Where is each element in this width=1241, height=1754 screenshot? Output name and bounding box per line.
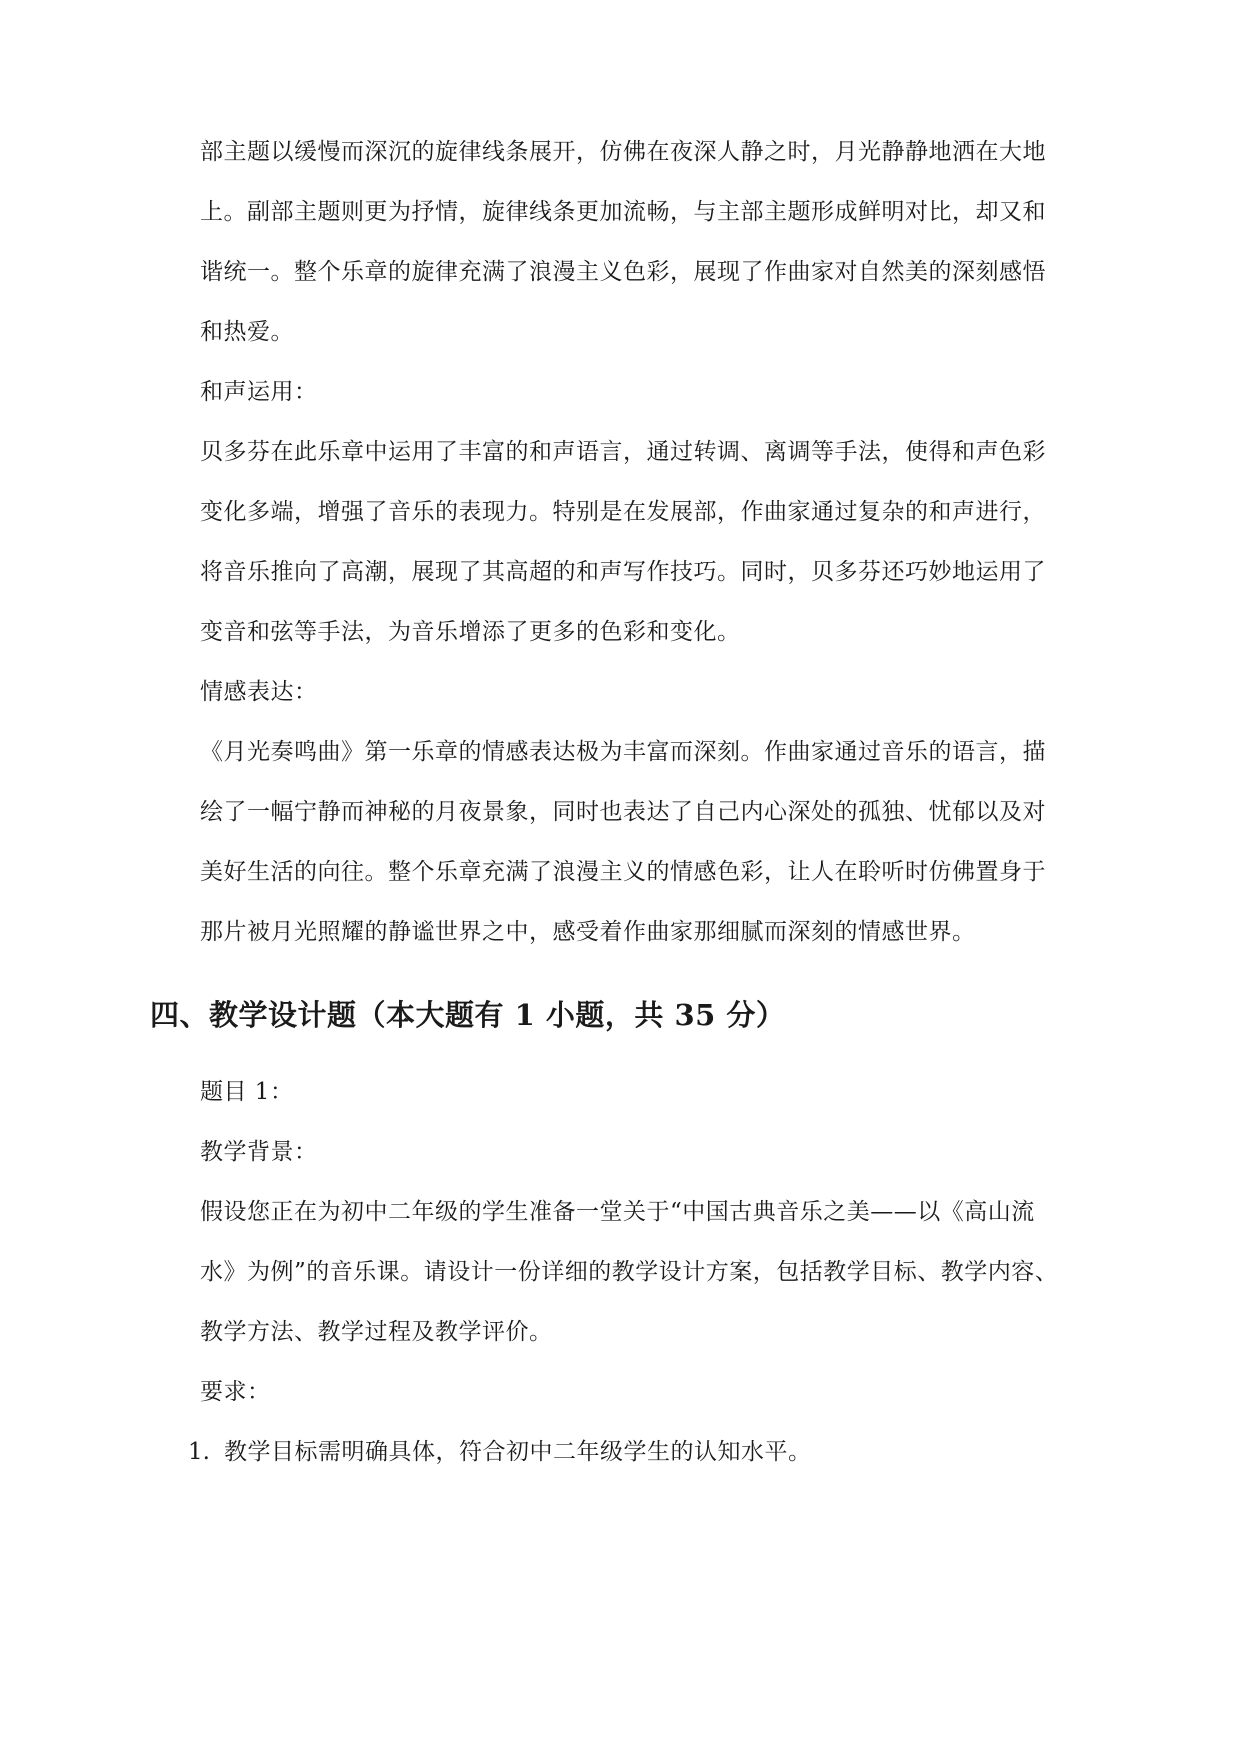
background-paragraph-line: 教学方法、教学过程及教学评价。: [200, 1319, 553, 1345]
background-paragraph-line: 假设您正在为初中二年级的学生准备一堂关于“中国古典音乐之美——以《高山流: [200, 1199, 1035, 1225]
emotion-paragraph-line: 美好生活的向往。整个乐章充满了浪漫主义的情感色彩，让人在聆听时仿佛置身于: [200, 859, 1046, 885]
requirement-number: 1.: [188, 1439, 210, 1465]
harmony-paragraph-line: 贝多芬在此乐章中运用了丰富的和声语言，通过转调、离调等手法，使得和声色彩: [200, 439, 1046, 465]
requirements-label: 要求：: [200, 1379, 271, 1405]
melody-paragraph-line: 谐统一。整个乐章的旋律充满了浪漫主义色彩，展现了作曲家对自然美的深刻感悟: [200, 259, 1046, 285]
emotion-paragraph-line: 绘了一幅宁静而神秘的月夜景象，同时也表达了自己内心深处的孤独、忧郁以及对: [200, 799, 1046, 825]
harmony-paragraph-line: 将音乐推向了高潮，展现了其高超的和声写作技巧。同时，贝多芬还巧妙地运用了: [200, 559, 1046, 585]
background-label: 教学背景：: [200, 1139, 318, 1165]
harmony-label: 和声运用：: [200, 379, 318, 405]
section-heading: 四、教学设计题（本大题有 1 小题，共 35 分）: [150, 998, 786, 1032]
emotion-paragraph-line: 那片被月光照耀的静谧世界之中，感受着作曲家那细腻而深刻的情感世界。: [200, 919, 976, 945]
question-label: 题目 1：: [200, 1079, 294, 1105]
harmony-paragraph-line: 变化多端，增强了音乐的表现力。特别是在发展部，作曲家通过复杂的和声进行，: [200, 499, 1046, 525]
harmony-paragraph-line: 变音和弦等手法，为音乐增添了更多的色彩和变化。: [200, 619, 741, 645]
background-paragraph-line: 水》为例”的音乐课。请设计一份详细的教学设计方案，包括教学目标、教学内容、: [200, 1259, 1059, 1285]
melody-paragraph-line: 上。副部主题则更为抒情，旋律线条更加流畅，与主部主题形成鲜明对比，却又和: [200, 199, 1046, 225]
emotion-label: 情感表达：: [200, 679, 318, 705]
requirement-text: 教学目标需明确具体，符合初中二年级学生的认知水平。: [224, 1439, 812, 1465]
emotion-paragraph-line: 《月光奏鸣曲》第一乐章的情感表达极为丰富而深刻。作曲家通过音乐的语言，描: [200, 739, 1046, 765]
melody-paragraph-line: 和热爱。: [200, 319, 294, 345]
melody-paragraph-line: 部主题以缓慢而深沉的旋律线条展开，仿佛在夜深人静之时，月光静静地洒在大地: [200, 139, 1046, 165]
